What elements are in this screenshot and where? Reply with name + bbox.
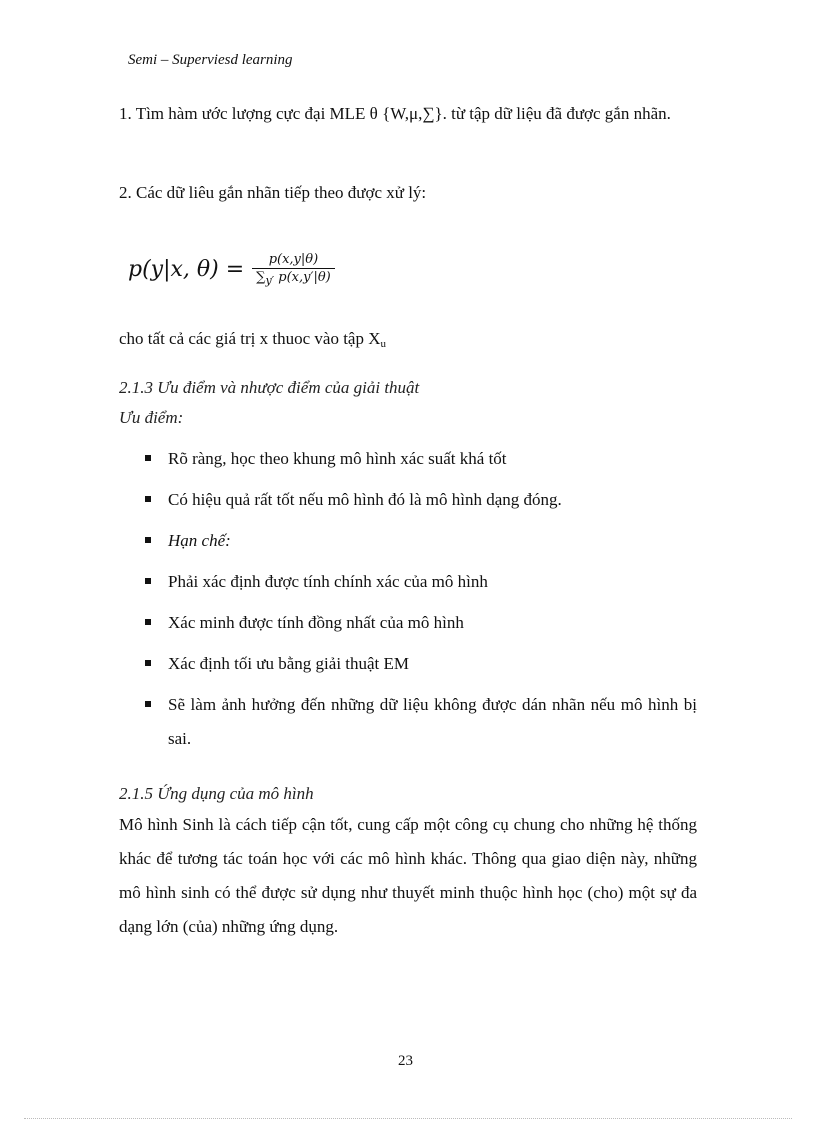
page-bottom-divider (24, 1118, 792, 1119)
advantages-subheading: Ưu điểm: (119, 408, 184, 427)
formula-note (119, 322, 697, 361)
section-2-1-5-body: Mô hình Sinh là cách tiếp cận tốt, cung cấp một công cụ chung cho những hệ thống khác để tương tác toán học với các mô hình khác. Thông qua giao diện này, những mô hình sinh có thể được sử dụng như thuyết minh thuộc hình học (cho) một sự đa dạng lớn (của) những ứng dụng. (119, 815, 697, 936)
section-2-1-3-heading: 2.1.3 Ưu điểm và nhược điểm của giải thuật (119, 378, 420, 397)
list-item: Rõ ràng, học theo khung mô hình xác suất khá tốt (144, 442, 697, 476)
step-1-paragraph: 1. Tìm hàm ước lượng cực đại MLE θ {W,μ,∑}. từ tập dữ liệu đã được gắn nhãn. (119, 104, 671, 123)
list-item: Hạn chế: (144, 524, 697, 558)
list-item: Có hiệu quả rất tốt nếu mô hình đó là mô hình dạng đóng. (144, 483, 697, 517)
list-item: Phải xác định được tính chính xác của mô hình (144, 565, 697, 599)
list-item: Sẽ làm ảnh hưởng đến những dữ liệu không được dán nhãn nếu mô hình bị sai. (144, 688, 697, 756)
formula-sum-symbol: ∑ (256, 270, 266, 285)
formula-note-text: cho tất cả các giá trị x thuoc vào tập X (119, 329, 381, 348)
page-number: 23 (398, 1053, 413, 1069)
section-2-1-5-heading: 2.1.5 Ứng dụng của mô hình (119, 784, 314, 803)
bullet-list (144, 442, 697, 763)
step-2-paragraph: 2. Các dữ liêu gắn nhãn tiếp theo được xử lý: (119, 183, 427, 202)
formula-lhs: p(y|x, θ) = (128, 257, 245, 282)
page-header: Semi – Superviesd learning (128, 52, 293, 68)
posterior-formula (128, 252, 335, 287)
formula-denominator (252, 268, 335, 287)
formula-sum-subscript: y′ (265, 274, 275, 287)
formula-numerator: p(x,y|θ) (268, 252, 319, 267)
formula-denominator-rest: p(x,y′|θ) (274, 270, 331, 285)
list-item: Xác minh được tính đồng nhất của mô hình (144, 606, 697, 640)
formula-fraction (252, 252, 335, 287)
formula-note-subscript: u (380, 338, 386, 350)
list-item: Xác định tối ưu bằng giải thuật EM (144, 647, 697, 681)
